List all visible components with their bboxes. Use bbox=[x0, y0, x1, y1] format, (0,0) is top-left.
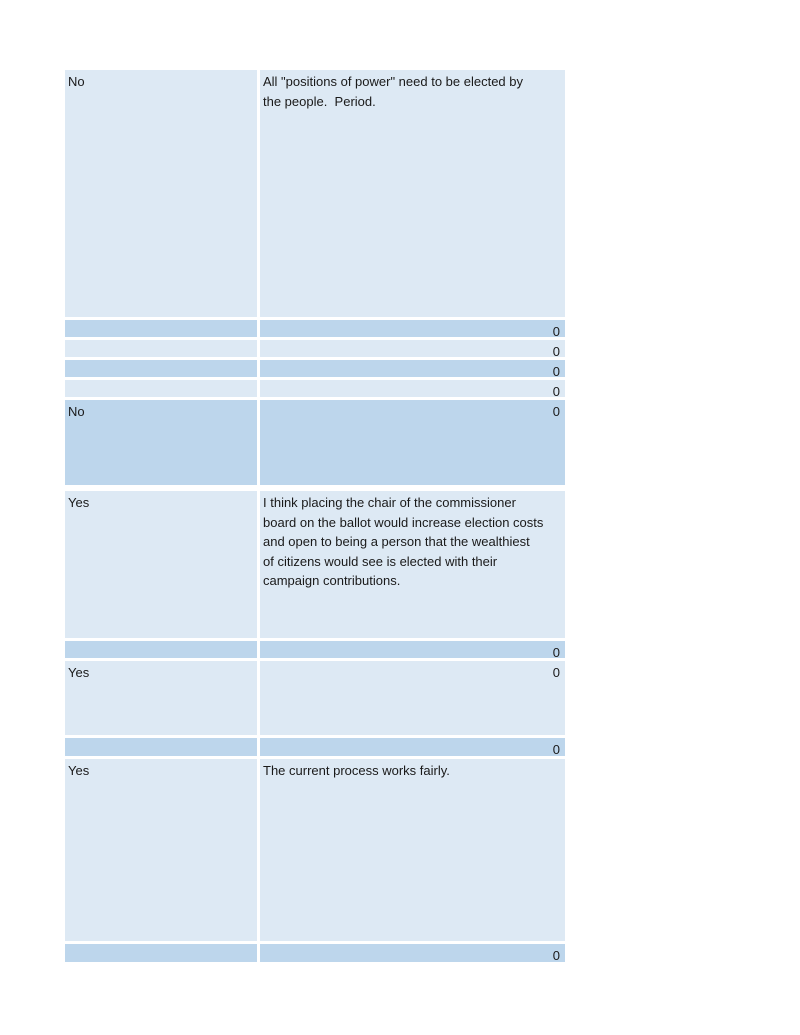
table-row bbox=[65, 641, 565, 658]
comment-cell bbox=[260, 70, 565, 317]
answer-cell bbox=[65, 320, 257, 337]
count-value: 0 bbox=[552, 948, 560, 962]
comment-text bbox=[260, 661, 546, 665]
comment-cell bbox=[260, 491, 565, 638]
comment-cell bbox=[260, 944, 565, 962]
count-value: 0 bbox=[552, 324, 560, 337]
comment-text: I think placing the chair of the commissioner board on the ballot would increase election costs and open to being a person that the wealthiest of citizens would see is elected with their campaign contributions. bbox=[263, 495, 548, 588]
count-value: 0 bbox=[552, 344, 560, 357]
answer-cell bbox=[65, 340, 257, 357]
answer-text: No bbox=[68, 404, 85, 419]
response-table bbox=[65, 70, 565, 962]
comment-cell bbox=[260, 661, 565, 735]
answer-text: Yes bbox=[68, 495, 90, 510]
count-value: 0 bbox=[552, 404, 560, 419]
count-value: 0 bbox=[552, 742, 560, 756]
comment-cell bbox=[260, 400, 565, 485]
table-row bbox=[65, 380, 565, 397]
comment-text bbox=[260, 380, 546, 384]
comment-cell bbox=[260, 738, 565, 756]
answer-cell bbox=[65, 380, 257, 397]
answer-text: Yes bbox=[68, 763, 90, 778]
count-value: 0 bbox=[552, 384, 560, 397]
comment-cell bbox=[260, 360, 565, 377]
answer-text: Yes bbox=[68, 665, 90, 680]
comment-text bbox=[260, 340, 546, 344]
answer-text: No bbox=[68, 74, 85, 89]
comment-cell bbox=[260, 380, 565, 397]
table-row bbox=[65, 661, 565, 735]
count-value bbox=[546, 70, 565, 72]
answer-cell bbox=[65, 360, 257, 377]
table-row bbox=[65, 759, 565, 941]
table-row bbox=[65, 944, 565, 962]
comment-text bbox=[260, 320, 546, 324]
comment-cell bbox=[260, 320, 565, 337]
comment-cell bbox=[260, 641, 565, 658]
comment-text: The current process works fairly. bbox=[263, 763, 450, 778]
comment-text bbox=[260, 400, 546, 404]
table-row bbox=[65, 400, 565, 485]
count-value: 0 bbox=[552, 645, 560, 658]
comment-text bbox=[260, 360, 546, 364]
comment-text bbox=[260, 944, 546, 948]
table-row bbox=[65, 360, 565, 377]
count-value bbox=[546, 759, 565, 761]
table-row bbox=[65, 491, 565, 638]
count-value bbox=[546, 491, 565, 493]
comment-text bbox=[260, 641, 546, 645]
answer-cell bbox=[65, 70, 257, 317]
answer-cell bbox=[65, 759, 257, 941]
table-row bbox=[65, 340, 565, 357]
comment-text: All "positions of power" need to be elected by the people. Period. bbox=[263, 74, 527, 109]
answer-cell bbox=[65, 661, 257, 735]
count-value: 0 bbox=[552, 665, 560, 680]
comment-cell bbox=[260, 759, 565, 941]
table-row bbox=[65, 738, 565, 756]
comment-cell bbox=[260, 340, 565, 357]
comment-text bbox=[260, 738, 546, 742]
answer-cell bbox=[65, 944, 257, 962]
answer-cell bbox=[65, 738, 257, 756]
table-row bbox=[65, 70, 565, 317]
answer-cell bbox=[65, 641, 257, 658]
count-value: 0 bbox=[552, 364, 560, 377]
table-row bbox=[65, 320, 565, 337]
answer-cell bbox=[65, 400, 257, 485]
answer-cell bbox=[65, 491, 257, 638]
